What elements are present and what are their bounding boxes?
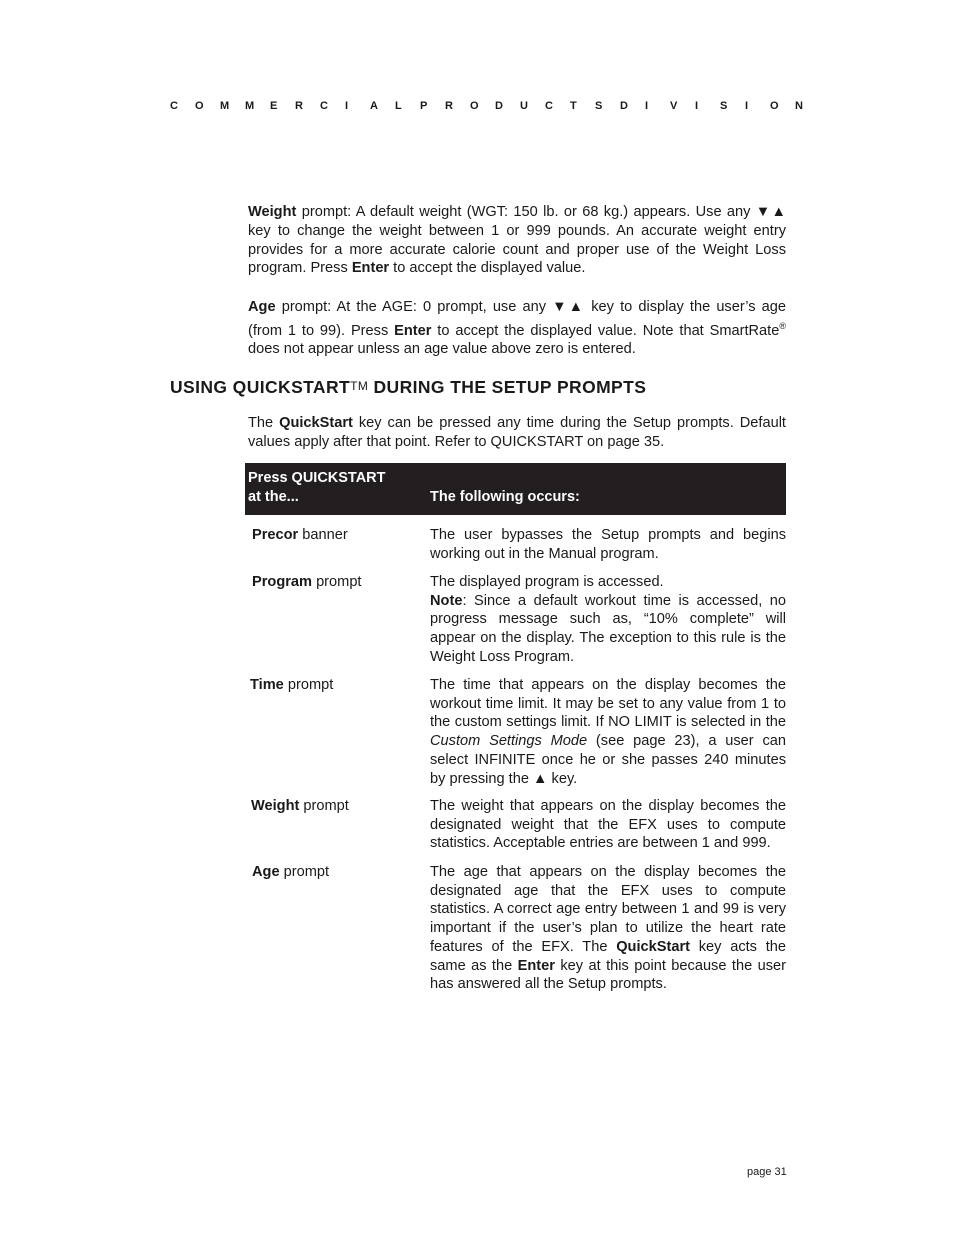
row-label-rest: prompt xyxy=(279,864,330,880)
row-label-rest: prompt xyxy=(283,677,334,693)
row-desc-text: The time that appears on the display becomes the workout time limit. It may be set to any value from 1 to the custom settings limit. If NO LIMIT is selected in the xyxy=(430,677,786,731)
table-header-col1-line2: at the... xyxy=(248,489,299,505)
age-text-3: does not appear unless an age value above zero is entered. xyxy=(248,341,636,358)
weight-text-1: prompt: A default weight (WGT: 150 lb. or 68 kg.) appears. Use any ▼▲ key to change the weight between 1 or 999 pounds. An accurate weight entry provides for a more accurate calorie count and proper use of the Weight Loss program. Press xyxy=(248,204,786,277)
row-desc-text-2: (see page 23), a user can select INFINITE once he or she passes 240 minutes by pressing the ▲ key. xyxy=(430,733,786,787)
table-row-label xyxy=(252,573,362,592)
intro-text-2: key can be pressed any time during the Setup prompts. Default values apply after that point. Refer to QUICKSTART on page 35. xyxy=(248,415,786,450)
section-title-1: USING QUICKSTART xyxy=(170,377,351,397)
intro-bold: QuickStart xyxy=(279,415,353,431)
header-letter: M xyxy=(245,100,255,112)
note-label: Note xyxy=(430,592,463,609)
table-header xyxy=(245,463,786,515)
row-desc-text-3: key at this point because the user has answered all the Setup prompts. xyxy=(430,957,786,993)
header-letter: O xyxy=(770,100,779,112)
row-label-bold: Age xyxy=(252,864,280,880)
weight-label: Weight xyxy=(248,204,297,220)
running-header xyxy=(170,100,803,112)
header-letter: P xyxy=(420,100,428,112)
table-row-label xyxy=(252,863,329,882)
header-letter: C xyxy=(320,100,328,112)
table-row-label xyxy=(252,526,348,545)
trademark-mark: TM xyxy=(350,379,369,393)
age-text-1: prompt: At the AGE: 0 prompt, use any ▼▲ key to display the user’s age (from 1 to 99). Press xyxy=(248,299,786,339)
row-desc-text: The user bypasses the Setup prompts and begins working out in the Manual program. xyxy=(430,527,786,562)
row-label-bold: Precor xyxy=(252,527,299,543)
header-word-2 xyxy=(420,100,620,112)
age-paragraph xyxy=(248,298,786,359)
row-desc-text: The displayed program is accessed. xyxy=(430,574,664,590)
row-label-rest: prompt xyxy=(299,798,349,814)
header-letter: D xyxy=(495,100,503,112)
table-header-col1-line1: Press QUICKSTART xyxy=(248,470,386,486)
age-label: Age xyxy=(248,299,276,315)
section-heading xyxy=(170,377,646,398)
header-letter: U xyxy=(520,100,528,112)
row-desc-text: The weight that appears on the display becomes the designated weight that the EFX uses to compute statistics. Acceptable entries are between 1 and 999. xyxy=(430,798,786,852)
intro-text-1: The xyxy=(248,415,280,431)
row-desc-italic: Custom Settings Mode xyxy=(430,733,588,750)
header-word-1 xyxy=(170,100,420,112)
table-row-desc xyxy=(430,676,786,788)
table-row-desc xyxy=(430,863,786,994)
row-label-bold: Program xyxy=(252,574,313,590)
table-row-desc xyxy=(430,526,786,563)
header-letter: T xyxy=(570,100,577,112)
table-row-label xyxy=(251,797,349,816)
page-number: page 31 xyxy=(747,1166,787,1178)
header-letter: O xyxy=(195,100,204,112)
row-desc-text: The age that appears on the display becomes the designated age that the EFX uses to compute statistics. A correct age entry between 1 and 99 is very important if the user’s plan to utilize the heart rate features of the EFX. The xyxy=(430,864,786,955)
header-letter: E xyxy=(270,100,278,112)
header-letter: L xyxy=(395,100,402,112)
row-label-rest: prompt xyxy=(312,574,362,590)
table-row-desc xyxy=(430,797,786,853)
row-label-bold: Time xyxy=(250,677,284,693)
table-row-label xyxy=(250,676,333,695)
header-letter: S xyxy=(595,100,603,112)
age-enter: Enter xyxy=(394,322,432,339)
header-letter: S xyxy=(720,100,728,112)
header-letter: R xyxy=(445,100,453,112)
header-letter: N xyxy=(795,100,803,112)
row-label-bold: Weight xyxy=(251,798,300,814)
header-letter: O xyxy=(470,100,479,112)
table-header-col2: The following occurs: xyxy=(430,489,580,505)
age-text-2: to accept the displayed value. Note that SmartRate xyxy=(431,322,780,339)
header-letter: M xyxy=(220,100,230,112)
row-desc-text-2: key acts the same as the xyxy=(430,938,786,974)
header-letter: I xyxy=(645,100,649,112)
section-title-2: DURING THE SETUP PROMPTS xyxy=(368,377,647,397)
header-letter: D xyxy=(620,100,628,112)
header-letter: A xyxy=(370,100,378,112)
weight-enter: Enter xyxy=(351,260,390,277)
header-letter: R xyxy=(295,100,303,112)
row-note xyxy=(430,592,786,667)
header-letter: I xyxy=(345,100,349,112)
weight-text-2: to accept the displayed value. xyxy=(389,260,586,277)
table-header-col1 xyxy=(248,469,386,507)
header-word-3 xyxy=(620,100,820,112)
header-letter: C xyxy=(545,100,553,112)
weight-paragraph xyxy=(248,203,786,278)
intro-paragraph xyxy=(248,414,786,452)
header-letter: I xyxy=(745,100,749,112)
row-desc-bold-2: Enter xyxy=(517,957,555,974)
header-letter: C xyxy=(170,100,178,112)
header-letter: V xyxy=(670,100,678,112)
header-letter: I xyxy=(695,100,699,112)
row-desc-bold-1: QuickStart xyxy=(616,938,691,955)
table-row-desc xyxy=(430,573,786,667)
note-text: : Since a default workout time is accessed, no progress message such as, “10% complete” will appear on the display. The exception to this rule is the Weight Loss Program. xyxy=(430,592,786,665)
registered-mark: ® xyxy=(779,320,786,331)
row-label-rest: banner xyxy=(298,527,348,543)
